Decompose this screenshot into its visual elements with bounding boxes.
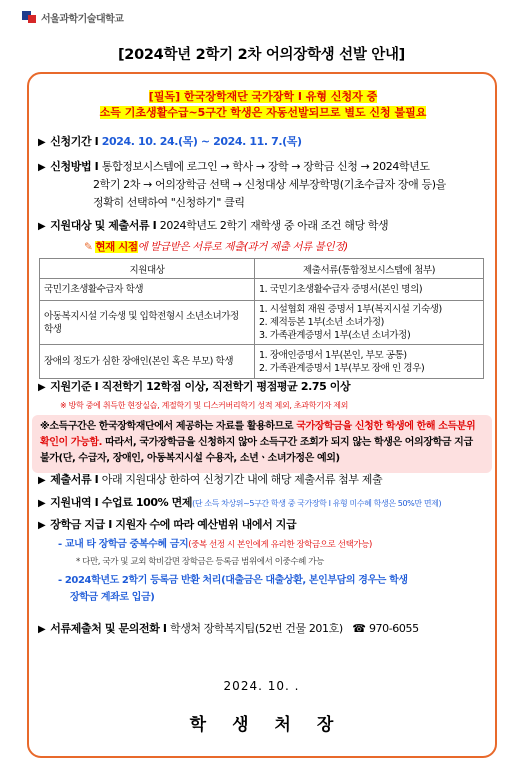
method-line2: 2학기 2차 → 어의장학금 선택 → 신청대상 세부장학명(기초수급자 장애 등)을	[93, 178, 446, 191]
criteria-note: ※ 방학 중에 취득한 현장실습, 계절학기 및 디스커버리학기 성적 제외, 초과학기자 제외	[60, 401, 349, 410]
contact-phone: 970-6055	[368, 622, 419, 635]
table-header: 지원대상	[40, 259, 255, 279]
notice-line2: 소득 기초생활수급~5구간 학생은 자동선발되므로 별도 신청 불필요	[99, 106, 427, 119]
payment-item1: - 교내 타 장학금 중복수혜 금지(중복 선정 시 본인에게 유리한 장학금으로 선택가능)	[58, 539, 372, 550]
eligibility-note	[84, 240, 348, 254]
logo-text: 서울과학기술대학교	[41, 13, 124, 25]
method-line3: 정확히 선택하여 "신청하기" 클릭	[93, 196, 245, 209]
triangle-bullet-icon: ▶	[38, 382, 46, 393]
phone-icon: ☎	[352, 622, 366, 635]
note-highlight: 현재 시점	[95, 241, 138, 253]
payment-item2-line1: - 2024학년도 2학기 등록금 반환 처리(대출금은 대출상환, 본인부담의 경우는 학생	[58, 575, 408, 586]
table-cell-docs: 1. 국민기초생활수급자 증명서(본인 명의)	[255, 279, 484, 301]
triangle-bullet-icon: ▶	[38, 624, 46, 635]
section-submit: ▶ 제출서류 I 아래 지원대상 한하여 신청기간 내에 해당 제출서류 첨부 제출	[38, 473, 383, 486]
page-title: [2024학년 2학기 2차 어의장학생 선발 안내]	[117, 47, 406, 63]
amount-value: 수업료 100% 면제	[101, 496, 193, 509]
section-eligibility: ▶ 지원대상 및 제출서류 I 2024학년도 2학기 재학생 중 아래 조건 해당 학생	[38, 219, 389, 232]
amount-small: (단 소득 차상위~5구간 학생 중 국가장학 I 유형 미수혜 학생은 50%만 면제)	[192, 499, 442, 508]
submit-desc: 아래 지원대상 한하여 신청기간 내에 해당 제출서류 첨부 제출	[101, 473, 383, 486]
triangle-bullet-icon: ▶	[38, 475, 46, 486]
triangle-bullet-icon: ▶	[38, 162, 46, 173]
table-cell-target: 아동복지시설 기숙생 및 입학전형시 소년소녀가정 학생	[40, 301, 255, 345]
table-cell-target: 장애의 정도가 심한 장애인(본인 혹은 부모) 학생	[40, 345, 255, 379]
payment-desc: 지원자 수에 따라 예산범위 내에서 지급	[115, 518, 297, 531]
contact-desc: 학생처 장학복지팀(52번 건물 201호)	[169, 622, 343, 635]
section-criteria: ▶ 지원기준 I 직전학기 12학점 이상, 직전학기 평점평균 2.75 이상	[38, 380, 351, 393]
section-method: ▶ 신청방법 I 통합정보시스템에 로그인 → 학사 → 장학 → 장학금 신청 → 2024학년도	[38, 160, 430, 173]
table-row	[40, 301, 484, 345]
payment-item2-line2: 장학금 계좌로 입금)	[70, 592, 155, 603]
notice-tag: [필독]	[148, 90, 181, 103]
pencil-icon: ✎	[84, 241, 93, 253]
section-payment: ▶ 장학금 지급 I 지원자 수에 따라 예산범위 내에서 지급	[38, 518, 297, 531]
section-amount: ▶ 지원내역 I 수업료 100% 면제(단 소득 차상위~5구간 학생 중 국가장학 I 유형 미수혜 학생은 50%만 면제)	[38, 496, 442, 509]
income-note-box: ※소득구간은 한국장학재단에서 제공하는 자료를 활용하므로 국가장학금을 신청한 학생에 한해 소득분위 확인이 가능함. 따라서, 국가장학금을 신청하지 않아 소득구간 조회가 되지 않는 학생은 어의장학금 지급 불가(단, 수급자, 장애인, 아동복지시설 수용자, 소년ㆍ소녀가정은 예외)	[32, 415, 492, 473]
table-cell-docs: 1. 장애인증명서 1부(본인, 부모 공통) 2. 가족관계증명서 1부(부모 장애 인 경우)	[255, 345, 484, 379]
issue-date: 2024. 10. .	[223, 679, 300, 693]
note-rest: 에 발급받은 서류로 제출(과거 제출 서류 불인정)	[137, 241, 348, 253]
notice-box	[63, 89, 463, 121]
logo-mark-icon	[22, 9, 38, 25]
table-header-row	[40, 259, 484, 279]
eligibility-desc: 2024학년도 2학기 재학생 중 아래 조건 해당 학생	[159, 219, 389, 232]
table-cell-docs: 1. 시설협회 재원 증명서 1부(복지시설 기숙생) 2. 제적등본 1부(소년 소녀가정) 3. 가족관계증명서 1부(소년 소녀가정)	[255, 301, 484, 345]
triangle-bullet-icon: ▶	[38, 520, 46, 531]
period-value: 2024. 10. 24.(목) ~ 2024. 11. 7.(목)	[101, 135, 302, 148]
triangle-bullet-icon: ▶	[38, 498, 46, 509]
eligibility-table	[39, 258, 484, 379]
table-cell-target: 국민기초생활수급자 학생	[40, 279, 255, 301]
method-line1: 통합정보시스템에 로그인 → 학사 → 장학 → 장학금 신청 → 2024학년도	[101, 160, 430, 173]
table-header: 제출서류(통합정보시스템에 첨부)	[255, 259, 484, 279]
logo	[22, 9, 123, 25]
issuer-signature: 학생처장	[189, 715, 360, 735]
section-contact: ▶ 서류제출처 및 문의전화 I 학생처 장학복지팀(52번 건물 201호) ☎ 970-6055	[38, 622, 419, 635]
table-row	[40, 345, 484, 379]
triangle-bullet-icon: ▶	[38, 221, 46, 232]
notice-line1: 한국장학재단 국가장학 I 유형 신청자 중	[180, 90, 378, 103]
payment-item1-note: * 다만, 국가 및 교외 학비감면 장학금은 등록금 범위에서 이중수혜 가능	[76, 557, 324, 567]
triangle-bullet-icon: ▶	[38, 137, 46, 148]
criteria-desc: 직전학기 12학점 이상, 직전학기 평점평균 2.75 이상	[101, 380, 351, 393]
table-row	[40, 279, 484, 301]
section-period: ▶ 신청기간 I 2024. 10. 24.(목) ~ 2024. 11. 7.(목)	[38, 135, 302, 148]
